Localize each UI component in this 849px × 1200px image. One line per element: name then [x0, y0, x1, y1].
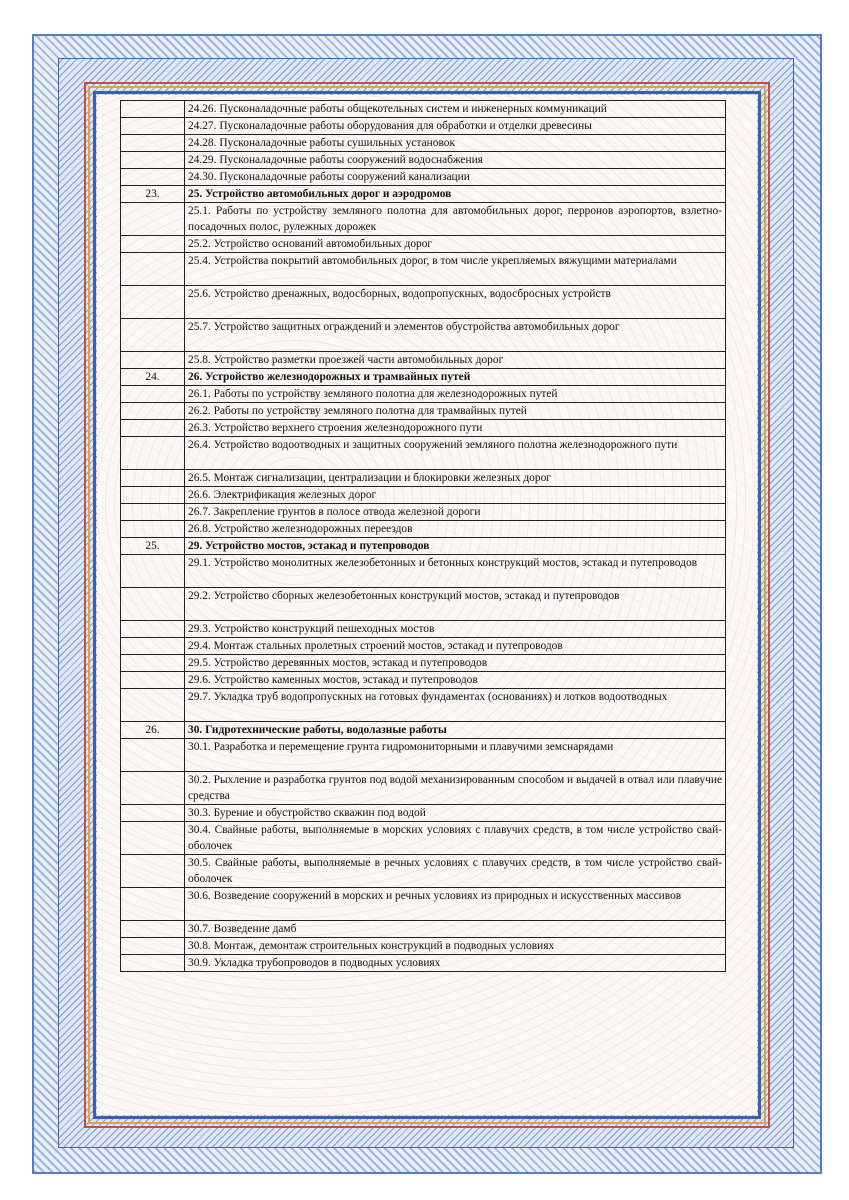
section-title: 26. Устройство железнодорожных и трамвайных путей — [185, 369, 726, 386]
row-number — [121, 319, 185, 352]
work-item-text: 26.5. Монтаж сигнализации, централизации и блокировки железных дорог — [185, 470, 726, 487]
row-number — [121, 437, 185, 470]
row-number — [121, 420, 185, 437]
table-row — [121, 253, 726, 286]
work-item-text: 30.8. Монтаж, демонтаж строительных конструкций в подводных условиях — [185, 938, 726, 955]
row-number — [121, 805, 185, 822]
row-number — [121, 638, 185, 655]
table-row — [121, 805, 726, 822]
work-item-text: 29.1. Устройство монолитных железобетонных и бетонных конструкций мостов, эстакад и путепроводов — [185, 555, 726, 588]
table-row — [121, 420, 726, 437]
work-item-text: 26.7. Закрепление грунтов в полосе отвода железной дороги — [185, 504, 726, 521]
row-number — [121, 888, 185, 921]
table-row — [121, 470, 726, 487]
row-number — [121, 504, 185, 521]
work-item-text: 25.4. Устройства покрытий автомобильных дорог, в том числе укрепляемых вяжущими материалами — [185, 253, 726, 286]
table-row — [121, 855, 726, 888]
table-row — [121, 739, 726, 772]
row-number — [121, 352, 185, 369]
row-number — [121, 386, 185, 403]
table-row — [121, 169, 726, 186]
row-number — [121, 555, 185, 588]
table-row — [121, 555, 726, 588]
table-row — [121, 236, 726, 253]
table-row — [121, 386, 726, 403]
work-item-text: 30.9. Укладка трубопроводов в подводных условиях — [185, 955, 726, 972]
row-number — [121, 655, 185, 672]
work-item-text: 29.6. Устройство каменных мостов, эстакад и путепроводов — [185, 672, 726, 689]
table-row — [121, 588, 726, 621]
row-number — [121, 521, 185, 538]
table-row — [121, 772, 726, 805]
work-item-text: 30.6. Возведение сооружений в морских и речных условиях из природных и искусственных массивов — [185, 888, 726, 921]
work-item-text: 30.2. Рыхление и разработка грунтов под водой механизированным способом и выдачей в отвал или плавучие средства — [185, 772, 726, 805]
works-table-body — [121, 101, 726, 972]
work-item-text: 25.2. Устройство оснований автомобильных дорог — [185, 236, 726, 253]
section-title: 25. Устройство автомобильных дорог и аэродромов — [185, 186, 726, 203]
table-row — [121, 672, 726, 689]
table-row — [121, 655, 726, 672]
work-item-text: 26.8. Устройство железнодорожных переездов — [185, 521, 726, 538]
works-table — [120, 100, 726, 972]
table-row — [121, 286, 726, 319]
work-item-text: 26.4. Устройство водоотводных и защитных сооружений земляного полотна железнодорожного пути — [185, 437, 726, 470]
table-row — [121, 504, 726, 521]
work-item-text: 29.4. Монтаж стальных пролетных строений мостов, эстакад и путепроводов — [185, 638, 726, 655]
work-item-text: 26.6. Электрификация железных дорог — [185, 487, 726, 504]
row-number: 24. — [121, 369, 185, 386]
work-item-text: 30.4. Свайные работы, выполняемые в морских условиях с плавучих средств, в том числе устройство свай-оболочек — [185, 822, 726, 855]
table-row — [121, 437, 726, 470]
table-row — [121, 621, 726, 638]
row-number — [121, 169, 185, 186]
table-row — [121, 822, 726, 855]
row-number — [121, 286, 185, 319]
work-item-text: 24.28. Пусконаладочные работы сушильных установок — [185, 135, 726, 152]
work-item-text: 26.1. Работы по устройству земляного полотна для железнодорожных путей — [185, 386, 726, 403]
work-item-text: 25.6. Устройство дренажных, водосборных, водопропускных, водосбросных устройств — [185, 286, 726, 319]
row-number — [121, 739, 185, 772]
work-item-text: 30.3. Бурение и обустройство скважин под водой — [185, 805, 726, 822]
table-row — [121, 319, 726, 352]
work-item-text: 25.7. Устройство защитных ограждений и элементов обустройства автомобильных дорог — [185, 319, 726, 352]
table-row — [121, 203, 726, 236]
work-item-text: 24.27. Пусконаладочные работы оборудования для обработки и отделки древесины — [185, 118, 726, 135]
table-row — [121, 487, 726, 504]
table-row — [121, 118, 726, 135]
table-row — [121, 101, 726, 118]
table-row — [121, 521, 726, 538]
table-row — [121, 135, 726, 152]
work-item-text: 25.8. Устройство разметки проезжей части автомобильных дорог — [185, 352, 726, 369]
row-number: 25. — [121, 538, 185, 555]
work-item-text: 24.29. Пусконаладочные работы сооружений водоснабжения — [185, 152, 726, 169]
section-header-row — [121, 538, 726, 555]
work-item-text: 30.1. Разработка и перемещение грунта гидромониторными и плавучими земснарядами — [185, 739, 726, 772]
table-row — [121, 638, 726, 655]
row-number: 23. — [121, 186, 185, 203]
table-row — [121, 888, 726, 921]
row-number — [121, 855, 185, 888]
section-title: 29. Устройство мостов, эстакад и путепроводов — [185, 538, 726, 555]
row-number — [121, 236, 185, 253]
row-number — [121, 152, 185, 169]
row-number — [121, 118, 185, 135]
row-number — [121, 487, 185, 504]
work-item-text: 26.2. Работы по устройству земляного полотна для трамвайных путей — [185, 403, 726, 420]
row-number — [121, 938, 185, 955]
row-number — [121, 672, 185, 689]
section-title: 30. Гидротехнические работы, водолазные работы — [185, 722, 726, 739]
row-number — [121, 689, 185, 722]
row-number — [121, 403, 185, 420]
work-item-text: 29.3. Устройство конструкций пешеходных мостов — [185, 621, 726, 638]
row-number — [121, 253, 185, 286]
section-header-row — [121, 369, 726, 386]
work-item-text: 30.5. Свайные работы, выполняемые в речных условиях с плавучих средств, в том числе устройство свай-оболочек — [185, 855, 726, 888]
row-number — [121, 621, 185, 638]
table-row — [121, 689, 726, 722]
row-number — [121, 203, 185, 236]
work-item-text: 29.5. Устройство деревянных мостов, эстакад и путепроводов — [185, 655, 726, 672]
row-number — [121, 921, 185, 938]
document-body — [97, 95, 757, 1115]
row-number — [121, 955, 185, 972]
row-number — [121, 772, 185, 805]
section-header-row — [121, 186, 726, 203]
section-header-row — [121, 722, 726, 739]
work-item-text: 25.1. Работы по устройству земляного полотна для автомобильных дорог, перронов аэропортов, взлетно-посадочных полос, рулежных дорожек — [185, 203, 726, 236]
row-number — [121, 470, 185, 487]
work-item-text: 24.30. Пусконаладочные работы сооружений канализации — [185, 169, 726, 186]
table-row — [121, 938, 726, 955]
row-number — [121, 135, 185, 152]
row-number — [121, 588, 185, 621]
table-row — [121, 921, 726, 938]
work-item-text: 24.26. Пусконаладочные работы общекотельных систем и инженерных коммуникаций — [185, 101, 726, 118]
row-number: 26. — [121, 722, 185, 739]
work-item-text: 29.7. Укладка труб водопропускных на готовых фундаментах (основаниях) и лотков водоотводных — [185, 689, 726, 722]
work-item-text: 30.7. Возведение дамб — [185, 921, 726, 938]
work-item-text: 29.2. Устройство сборных железобетонных конструкций мостов, эстакад и путепроводов — [185, 588, 726, 621]
work-item-text: 26.3. Устройство верхнего строения железнодорожного пути — [185, 420, 726, 437]
row-number — [121, 822, 185, 855]
table-row — [121, 352, 726, 369]
table-row — [121, 955, 726, 972]
row-number — [121, 101, 185, 118]
table-row — [121, 403, 726, 420]
table-row — [121, 152, 726, 169]
